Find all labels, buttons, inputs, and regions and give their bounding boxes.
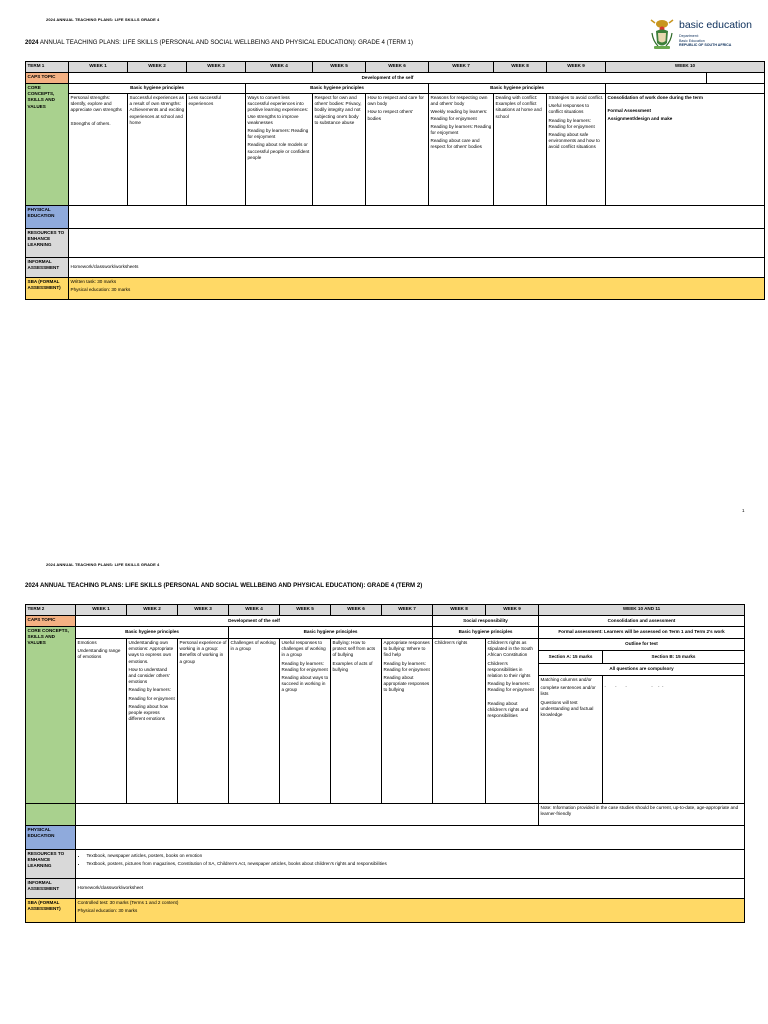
week-header: WEEK 6 <box>331 605 382 616</box>
week-2-content <box>128 94 187 206</box>
empty-cell <box>76 804 539 826</box>
week-header: WEEK 5 <box>313 62 366 73</box>
core-label-continued <box>26 804 76 826</box>
formal-assessment-note: Formal assessment: Learners will be assessed on Term 1 and Term 2's work <box>539 627 745 639</box>
text: Reasons for respecting own and others' body <box>430 95 488 107</box>
informal-assessment-label: INFORMAL ASSESSMENT <box>26 258 69 278</box>
term-1-plan-table <box>25 61 765 300</box>
text: Respect for own and others' bodies: Privacy, bodily integrity and not subjecting one's body to substance abuse <box>314 95 362 125</box>
text: Dealing with conflict: Examples of conflict situations at home and school <box>495 95 542 119</box>
logo-basic-education: Basic Education <box>679 38 705 43</box>
week-header: WEEK 6 <box>366 62 429 73</box>
week-10-content <box>606 94 765 206</box>
section-b-content: - - - - - - <box>603 676 745 804</box>
page-number: 1 <box>742 508 745 513</box>
week-header: WEEK 10 AND 11 <box>539 605 745 616</box>
term-2-plan-table <box>25 604 745 923</box>
week-header-row <box>26 605 745 616</box>
text: Understanding own emotions: Appropriate ways to express own emotions. <box>128 640 174 664</box>
week-1-content <box>69 94 128 206</box>
week-3-content <box>178 639 229 804</box>
week-2-content <box>127 639 178 804</box>
text: complete sentences and/or lists <box>540 685 596 697</box>
resources-label: RESOURCES TO ENHANCE LEARNING <box>26 229 69 258</box>
week-header: WEEK 7 <box>429 62 494 73</box>
informal-assessment-label: INFORMAL ASSESSMENT <box>26 879 76 899</box>
outline-row <box>26 639 745 651</box>
text: Reading about safe environments and how to avoid conflict situations <box>548 131 600 150</box>
week-1-content <box>76 639 127 804</box>
week-header: WEEK 1 <box>76 605 127 616</box>
resources-row <box>26 229 765 258</box>
text: Examples of acts of bullying <box>332 660 373 672</box>
text: Reading about care and respect for others' bodies <box>430 138 482 150</box>
week-8-content <box>433 639 486 804</box>
text: Reading for enjoyment <box>128 695 175 701</box>
hygiene-row <box>26 627 745 639</box>
week-5-content <box>280 639 331 804</box>
sba-label: SBA (FORMAL ASSESSMENT) <box>26 899 76 923</box>
text: Appropriate responses to bullying: Where to find help <box>383 640 430 658</box>
hygiene-row <box>26 84 765 94</box>
physical-education-label: PHYSICAL EDUCATION <box>26 206 69 229</box>
text: Personal strengths: Identify, explore and appreciate own strengths <box>70 95 122 113</box>
term-label: TERM 2 <box>26 605 76 616</box>
empty-cell <box>69 229 765 258</box>
week-6-content <box>331 639 382 804</box>
week-header: WEEK 3 <box>187 62 246 73</box>
sba-value <box>69 278 765 300</box>
section-a-content <box>539 676 603 804</box>
text: Reading by learners: Reading for enjoyment <box>430 123 492 135</box>
text: Reading about children's rights and responsibilities <box>487 700 529 718</box>
informal-assessment-value: Homework/classwork/worksheets <box>69 258 765 278</box>
text: Reading by learners: Reading for enjoyment <box>548 117 595 129</box>
week-header: WEEK 1 <box>69 62 128 73</box>
outline-for-test: Outline for test <box>539 639 745 651</box>
caps-row <box>26 616 745 627</box>
sba-value <box>76 899 745 923</box>
informal-assessment-row <box>26 879 745 899</box>
week-header: WEEK 9 <box>547 62 606 73</box>
week-8-content <box>494 94 547 206</box>
hygiene-header: Basic hygiene principles <box>433 627 539 639</box>
week-3-content <box>187 94 246 206</box>
text: How to understand and consider others' emotions <box>128 666 170 685</box>
week-header: WEEK 9 <box>486 605 539 616</box>
week-header-row <box>26 62 765 73</box>
core-label: CORE CONCEPTS, SKILLS AND VALUES <box>26 627 76 804</box>
text: Controlled test: 30 marks (Terms 1 and 2 content) <box>77 900 179 905</box>
text: Assignment/design and make <box>607 116 673 122</box>
text: Strategies to avoid conflict. <box>548 95 604 100</box>
resource-item: • Textbook, newspaper articles, posters, books on emotion <box>87 853 743 859</box>
text: Emotions <box>77 640 97 645</box>
text: Successful experiences as a result of own strengths: Achievements and exciting experiences at school and home <box>129 95 185 125</box>
text: Reading by learners: <box>128 687 171 693</box>
running-header: 2024 ANNUAL TEACHING PLANS: LIFE SKILLS GRADE 4 <box>46 17 160 22</box>
text: Consolidation of work done during the term <box>607 95 703 100</box>
week-7-content <box>382 639 433 804</box>
dbe-logo <box>649 15 768 53</box>
text: Understanding range of emotions <box>77 648 121 660</box>
empty-cell <box>69 206 765 229</box>
empty-cell <box>606 84 765 94</box>
text: Written task: 30 marks <box>70 279 117 284</box>
section-b: Section B: 15 marks <box>603 651 745 664</box>
page-term-2 <box>0 520 768 1024</box>
week-6-content <box>366 94 429 206</box>
hygiene-header: Basic hygiene principles <box>76 627 229 639</box>
hygiene-header: Basic hygiene principles <box>229 627 433 639</box>
text: Reading about role models or successful people or confident people <box>247 142 310 160</box>
text: How to respect others' bodies <box>367 109 414 121</box>
caps-label: CAPS TOPIC <box>26 73 69 84</box>
week-9-content <box>486 639 539 804</box>
text: How to respect and care for own body <box>367 95 424 107</box>
text: Reading by learners: Reading for enjoyment <box>487 681 534 693</box>
week-7-content <box>429 94 494 206</box>
hygiene-header: Basic hygiene principles <box>246 84 429 94</box>
text: Reading by learners: Reading for enjoyment <box>281 660 328 672</box>
hygiene-header: Basic hygiene principles <box>69 84 246 94</box>
week-header: WEEK 3 <box>178 605 229 616</box>
text: Reading about appropriate responses to bullying <box>383 674 430 693</box>
physical-education-row <box>26 206 765 229</box>
week-header: WEEK 7 <box>382 605 433 616</box>
text: Physical education: 30 marks <box>70 287 131 293</box>
page-title <box>25 39 413 46</box>
text: Ways to convert less successful experiences into positive learning experiences: Use strengths to improve weaknesses <box>247 95 309 125</box>
text: Personal experience of working in a group: Benefits of working in a group <box>179 640 227 664</box>
core-label: CORE CONCEPTS, SKILLS AND VALUES <box>26 84 69 206</box>
empty-cell <box>707 73 765 84</box>
text: Children's responsibilities in relation to their rights <box>487 660 531 678</box>
resources-label: RESOURCES TO ENHANCE LEARNING <box>26 850 76 879</box>
caps-row <box>26 73 765 84</box>
compulsory-note: All questions are compulsory <box>539 664 745 676</box>
informal-assessment-row <box>26 258 765 278</box>
running-header: 2024 ANNUAL TEACHING PLANS: LIFE SKILLS GRADE 4 <box>46 562 160 567</box>
note-row <box>26 804 745 826</box>
week-9-content <box>547 94 606 206</box>
sba-row <box>26 899 745 923</box>
text: Questions will test understanding and factual knowledge <box>540 699 594 717</box>
resources-list <box>76 850 745 879</box>
caps-topic: Development of the self <box>69 73 707 84</box>
text: Less successful experiences <box>188 95 221 107</box>
text: Reading about how people express different emotions <box>128 703 169 722</box>
caps-topic: Social responsibility <box>433 616 539 627</box>
week-header: WEEK 4 <box>229 605 280 616</box>
week-5-content <box>313 94 366 206</box>
text: Reading by learners: Reading for enjoyment <box>383 660 430 672</box>
week-4-content <box>246 94 313 206</box>
text: Children's rights <box>434 640 468 645</box>
text: Physical education: 30 marks <box>77 908 138 914</box>
caps-topic: Development of the self <box>76 616 433 627</box>
title-text: ANNUAL TEACHING PLANS: LIFE SKILLS (PERSONAL AND SOCIAL WELLBEING AND PHYSICAL EDUCATION): GRADE 4 (TERM 1) <box>38 39 413 46</box>
week-header: WEEK 10 <box>606 62 765 73</box>
title-year: 2024 <box>25 39 39 46</box>
text: Strengths of others. <box>70 120 111 126</box>
text: Reading by learners: Reading for enjoyment <box>247 127 309 140</box>
term-label: TERM 1 <box>26 62 69 73</box>
text: Useful responses to conflict situations <box>548 103 590 115</box>
logo-country: REPUBLIC OF SOUTH AFRICA <box>679 43 732 47</box>
week-4-content <box>229 639 280 804</box>
content-row <box>26 94 765 206</box>
week-header: WEEK 4 <box>246 62 313 73</box>
text: Challenges of working in a group <box>230 640 276 652</box>
empty-cell <box>76 826 745 850</box>
hygiene-header: Basic hygiene principles <box>429 84 606 94</box>
sba-label: SBA (FORMAL ASSESSMENT) <box>26 278 69 300</box>
text: Bullying: How to protect self from acts of bullying <box>332 640 376 658</box>
physical-education-label: PHYSICAL EDUCATION <box>26 826 76 850</box>
text: Children's rights as stipulated in the South African Constitution <box>487 640 533 658</box>
caps-topic: Consolidation and assessment <box>539 616 745 627</box>
resource-item: • Textbook, posters, pictures from magazines, Constitution of SA, Children's Act, newspaper articles, books about children's rights and responsibilities <box>87 861 743 867</box>
coat-of-arms-icon <box>649 17 675 51</box>
case-study-note: Note: Information provided in the case studies should be current, up-to-date, age-appropriate and learner-friendly <box>539 804 745 826</box>
text: Matching columns and/or <box>540 677 592 682</box>
page-title: 2024 ANNUAL TEACHING PLANS: LIFE SKILLS (PERSONAL AND SOCIAL WELLBEING AND PHYSICAL EDUCATION): GRADE 4 (TERM 2) <box>25 582 423 589</box>
sba-row <box>26 278 765 300</box>
text: Weekly reading by learners: Reading for enjoyment <box>430 109 488 121</box>
week-header: WEEK 2 <box>128 62 187 73</box>
text: Useful responses to challenges of working in a group <box>281 640 326 658</box>
text: Reading about ways to succeed in working in a group <box>281 674 329 693</box>
resources-row <box>26 850 745 879</box>
informal-assessment-value: Homework/classwork/worksheet <box>76 879 745 899</box>
week-header: WEEK 8 <box>433 605 486 616</box>
section-a: Section A: 15 marks <box>539 651 603 664</box>
text: Formal Assessment <box>607 108 651 114</box>
week-header: WEEK 2 <box>127 605 178 616</box>
week-header: WEEK 5 <box>280 605 331 616</box>
physical-education-row <box>26 826 745 850</box>
logo-department: Department: <box>679 34 699 38</box>
caps-label: CAPS TOPIC <box>26 616 76 627</box>
week-header: WEEK 8 <box>494 62 547 73</box>
logo-brand: basic education <box>679 19 752 31</box>
